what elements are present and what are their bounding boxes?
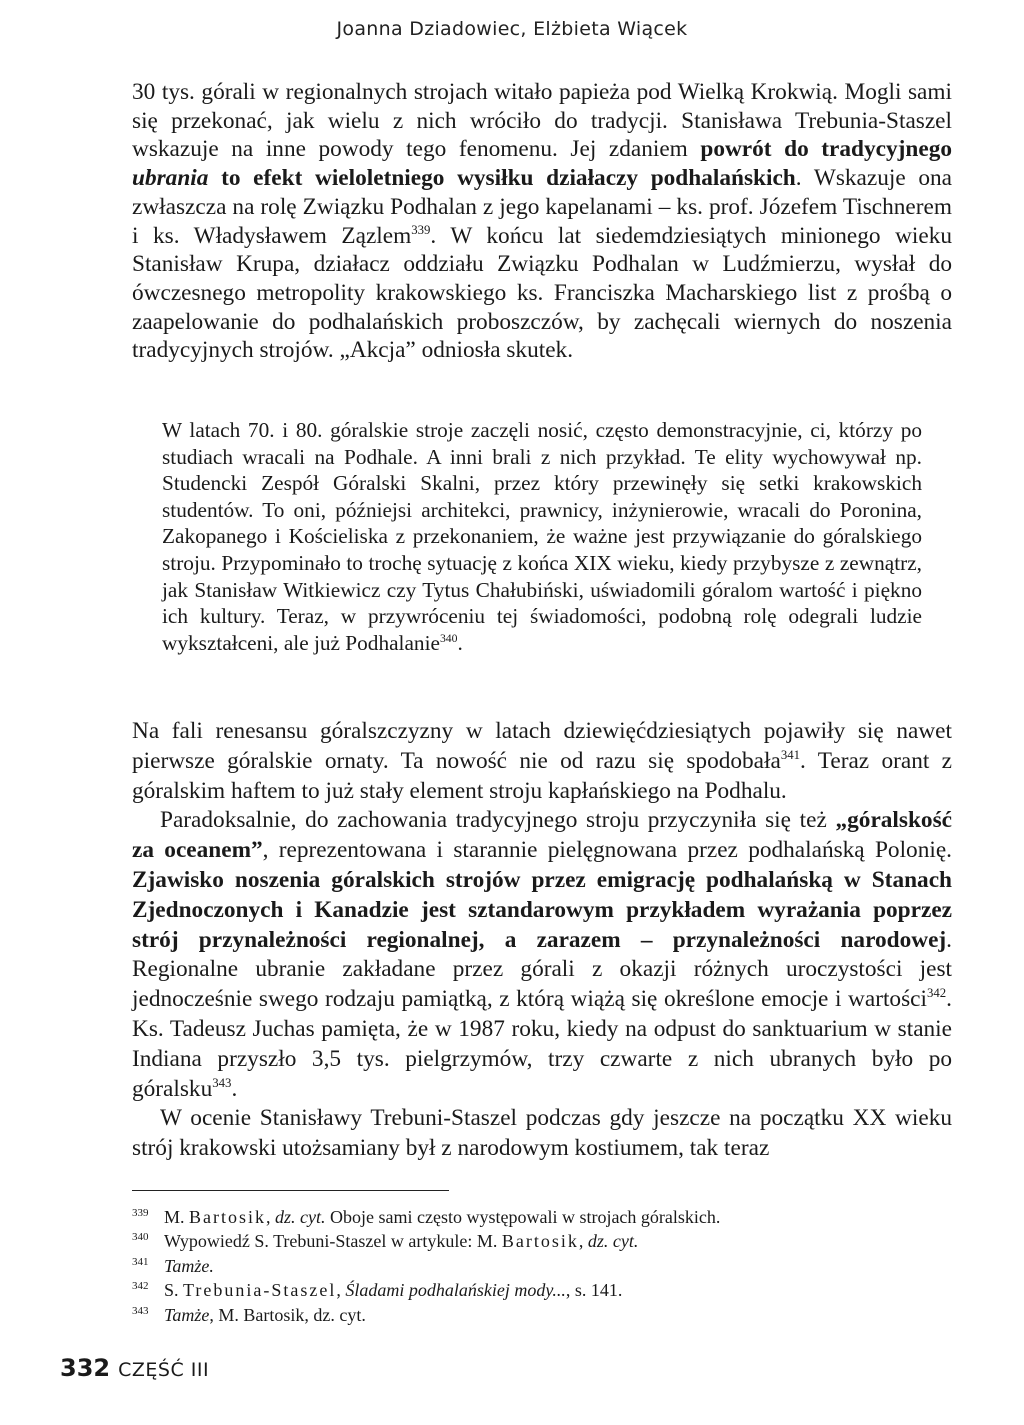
paragraph-1: 30 tys. górali w regionalnych strojach witało papieża pod Wielką Krokwią. Mogli sami się przekonać, jak wielu z nich wróciło do tradycji. Stanisława Trebunia-Staszel wskazuje na inne powody tego fenomenu. Jej zdaniem powrót do tradycyjnego ubrania to efekt wieloletniego wysiłku działaczy podhalańskich. Wskazuje ona zwłaszcza na rolę Związku Podhalan z jego kapelanami – ks. prof. Józefem Tischnerem i ks. Władysławem Zązlem$^{339}$. W końcu lat siedemdziesiątych minionego wieku Stanisław Krupa, działacz oddziału Związku Podhalan w Ludźmierzu, wysłał do ówczesnego metropolity krakowskiego ks. Franciszka Macharskiego list z prośbą o zaapelowanie do podhalańskich proboszczów, by zachęcali wiernych do noszenia tradycyjnych strojów. „Akcja” odniosła skutek. — [132, 79, 953, 364]
footnote-ref-339[interactable]: 339 — [411, 222, 431, 237]
paragraph-4: W ocenie Stanisławy Trebuni-Staszel podczas gdy jeszcze na początku XX wieku strój krakowski utożsamiany był z narodowym kostiumem, tak teraz — [132, 1105, 952, 1162]
page-footer — [60, 1354, 209, 1382]
footnote-339: 339 M. Bartosik, dz. cyt. Oboje sami często występowali w strojach góralskich. — [132, 1207, 721, 1227]
footnote-ref-340[interactable]: 340 — [439, 631, 458, 645]
footnote-ref-342[interactable]: 342 — [926, 986, 947, 1001]
footnote-343: 343 Tamże, M. Bartosik, dz. cyt. — [132, 1304, 366, 1325]
paragraph-3: Paradoksalnie, do zachowania tradycyjnego stroju przyczyniła się też „góralskość za oceanem”, reprezentowana i starannie pielęgnowana przez podhalańską Polonię. Zjawisko noszenia góralskich strojów przez emigrację podhalańską w Stanach Zjednoczonych i Kanadzie jest sztandarowym przykładem wyrażania poprzez strój przynależności regionalnej, a zarazem – przynależności narodowej. Regionalne ubranie zakładane przez górali z okazji różnych uroczystości jest jednocześnie swego rodzaju pamiątką, z którą wiążą się określone emocje i wartości$^{342}$. Ks. Tadeusz Juchas pamięta, że w 1987 roku, kiedy na odpust do sanktuarium w stanie Indiana przyszło 3,5 tys. pielgrzymów, trzy czwarte z nich ubranych było po góralsku$^{343}$. — [132, 807, 952, 1102]
running-header: Joanna Dziadowiec, Elżbieta Wiącek — [336, 18, 688, 40]
part-label: CZĘŚĆ III — [118, 1359, 210, 1381]
block-quote: W latach 70. i 80. góralskie stroje zaczęli nosić, często demonstracyjnie, ci, którzy po studiach wracali na Podhale. A inni brali z nich przykład. Te elity wychowywał np. Studencki Zespół Góralski Skalni, przez który przewinęły się setki krakowskich studentów. To oni, późniejsi architekci, prawnicy, inżynierowie, wracali do Poronina, Zakopanego i Kościeliska z przekonaniem, że ważne jest przywiązanie do góralskiego stroju. Przypominało to trochę sytuację z końca XIX wieku, kiedy przybysze z zewnątrz, jak Stanisław Witkiewicz czy Tytus Chałubiński, uświadomili góralom wartość i piękno ich kultury. Teraz, w przywróceniu tej świadomości, podobną rolę odegrali ludzie wykształceni, ale już Podhalanie$^{340}$. — [162, 418, 922, 655]
footnote-ref-341[interactable]: 341 — [780, 748, 801, 763]
footnote-340: 340 Wypowiedź S. Trebuni-Staszel w artykule: M. Bartosik, dz. cyt. — [132, 1231, 639, 1252]
page-number: 332 — [60, 1354, 111, 1382]
footnote-342: 342 S. Trebunia-Staszel, Śladami podhalańskiej mody..., s. 141. — [132, 1280, 623, 1301]
footnote-divider — [132, 1190, 449, 1191]
footnote-341: 341 Tamże. — [132, 1255, 214, 1276]
footnote-ref-343[interactable]: 343 — [212, 1075, 232, 1090]
paragraph-2: Na fali renesansu góralszczyzny w latach dziewięćdziesiątych pojawiły się nawet pierwsze góralskie ornaty. Ta nowość nie od razu się spodobała$^{341}$. Teraz orant z góralskim haftem to już stały element stroju kapłańskiego na Podhalu. — [132, 718, 952, 804]
footnotes — [132, 1205, 952, 1327]
main-text — [132, 717, 952, 1164]
